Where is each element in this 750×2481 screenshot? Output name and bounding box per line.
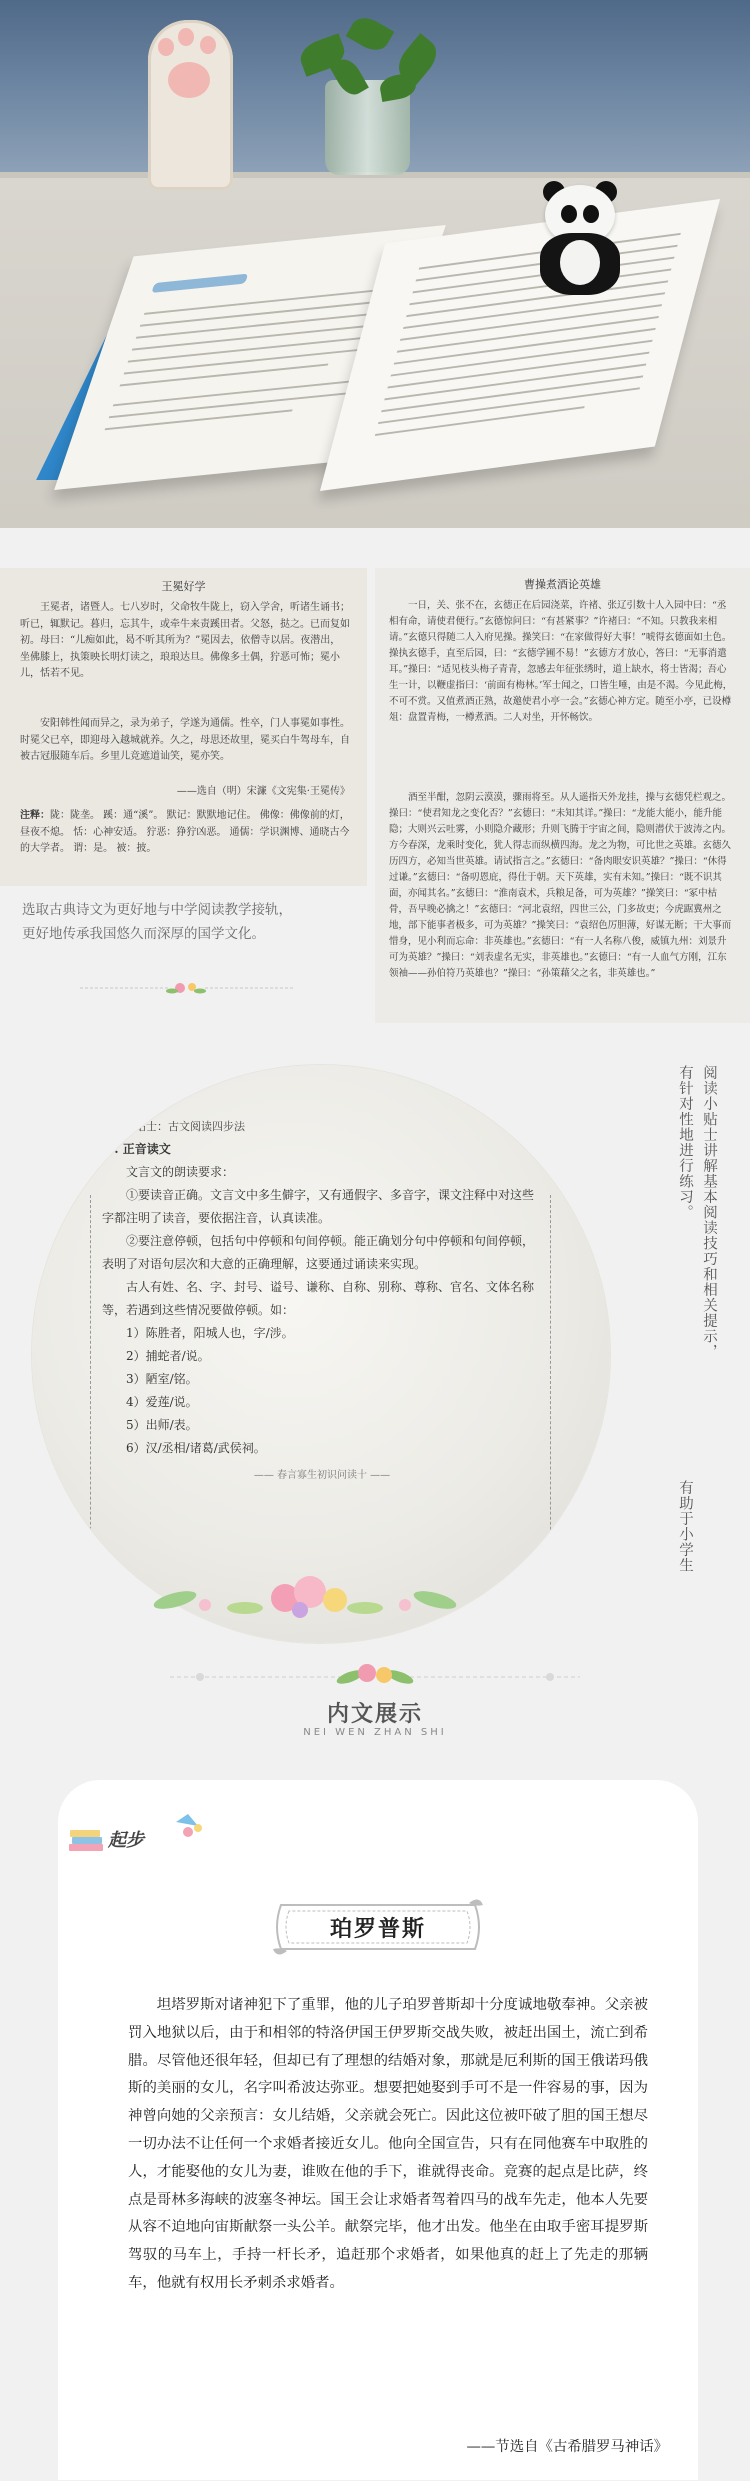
- story-source: ——节选自《古希腊罗马神话》: [466, 2439, 668, 2455]
- caption: [22, 898, 367, 946]
- caption-line-2: 更好地传承我国悠久而深厚的国学文化。: [22, 926, 265, 942]
- floral-divider-small: [80, 978, 295, 998]
- section-subtitle: NEI WEN ZHAN SHI: [303, 1727, 447, 1738]
- example-item: 4）爱莲/说。: [126, 1395, 198, 1409]
- sample-page-body-2: 安阳韩性闻而异之，录为弟子，学遂为通儒。性卒，门人事冕如事性。时冕父已卒，即迎母入越城就养。久之，母思还故里，冕买白牛驾母车，自被古冠服随车后。乡里儿竞遮道讪笑，冕亦笑。: [20, 718, 350, 762]
- reading-tip-intro: 文言文的朗读要求：: [126, 1165, 235, 1179]
- hero-photo: [0, 0, 750, 528]
- example-item: 1）陈胜者，阳城人也，字/涉。: [126, 1326, 294, 1340]
- sample-page-body-2: 酒至半酣，忽阴云漠漠，骤雨将至。从人遥指天外龙挂，操与玄德凭栏观之。操曰：“使君知龙之变化否？”玄德曰：“未知其详。”操曰：“龙能大能小，能升能隐；大则兴云吐雾，小则隐介藏形；升则飞腾于宇宙之间，隐则潜伏于波涛之内。方今春深，龙乘时变化，犹人得志而纵横四海。龙之为物，可比世之英雄。玄德久历四方，必知当世英雄。请试指言之。”玄德曰：“备肉眼安识英雄？”操曰：“休得过谦。”玄德曰：“备叨恩庇，得仕于朝。天下英雄，实有未知。”操曰：“既不识其面，亦闻其名。”玄德曰：“淮南袁术，兵粮足备，可为英雄？”操笑曰：“冢中枯骨，吾早晚必擒之！”玄德曰：“河北袁绍，四世三公，门多故吏；今虎踞冀州之地，部下能事者极多，可为英雄？”操笑曰：“袁绍色厉胆薄，好谋无断；干大事而惜身，见小利而忘命：非英雄也。”玄德曰：“有一人名称八俊，威镇九州：刘景升可为英雄？”操曰：“刘表虚名无实，非英雄也。”玄德曰：“有一人血气方刚，江东领袖——孙伯符乃英雄也？”操曰：“孙策藉父之名，非英雄也。”: [389, 792, 732, 979]
- reading-tip-point-3: 古人有姓、名、字、封号、谥号、谦称、自称、别称、尊称、官名、文体名称等，若遇到这些情况要做停顿。如：: [102, 1280, 535, 1317]
- reading-tip-step: 1. 正音读文: [106, 1142, 171, 1156]
- section-title: 内文展示: [326, 1702, 423, 1727]
- example-item: 3）陋室/铭。: [126, 1372, 198, 1386]
- reading-tip-content: [102, 1115, 542, 1487]
- sample-page-body: 一日，关、张不在，玄德正在后园浇菜，许褚、张辽引数十人入园中曰：“丞相有命，请使君便行。”玄德惊问曰：“有甚紧事？”许褚曰：“不知。只教我来相请。”玄德只得随二人入府见操。操笑曰：“在家做得好大事！”唬得玄德面如土色。操执玄德手，直至后园，曰：“玄德学圃不易！”玄德方才放心，答曰：“无事消遣耳。”操曰：“适见枝头梅子青青，忽感去年征张绣时，道上缺水，将士皆渴；吾心生一计，以鞭虚指曰：‘前面有梅林。’军士闻之，口皆生唾，由是不渴。今见此梅，不可不赏。又值煮酒正熟，故邀使君小亭一会。”玄德心神方定。随至小亭，已设樽俎：盘置青梅，一樽煮酒。二人对坐，开怀畅饮。: [389, 600, 733, 723]
- example-item: 5）出师/表。: [126, 1418, 198, 1432]
- sample-page-wang-mian: [0, 568, 367, 886]
- side-note-column-3: 有助于小学生: [677, 1480, 693, 1573]
- sample-page-source: ——选自（明）宋濂《文宪集·王冕传》: [176, 786, 350, 797]
- reading-tip-photo: [32, 1065, 610, 1643]
- notes-label: 注释：: [20, 810, 50, 821]
- page-rule-right: [550, 1195, 553, 1575]
- flower-wreath: [135, 1560, 475, 1630]
- example-item: 6）汉/丞相/诸葛/武侯祠。: [126, 1441, 266, 1455]
- series-logo-text: 起步: [108, 1830, 144, 1851]
- story-paragraph: 坦塔罗斯对诸神犯下了重罪，他的儿子珀罗普斯却十分度诚地敬奉神。父亲被罚入地狱以后，由于和相邻的特洛伊国王伊罗斯交战失败，被赶出国土，流亡到希腊。尽管他还很年轻，但却已有了理想的结婚对象，那就是厄利斯的国王俄诺玛俄斯的美丽的女儿，名字叫希波达弥亚。想要把她娶到手可不是一件容易的事，因为神曾向她的父亲预言：女儿结婚，父亲就会死亡。因此这位被吓破了胆的国王想尽一切办法不让任何一个求婚者接近女儿。他向全国宣告，只有在同他赛车中取胜的人，才能娶他的女儿为妻，谁败在他的手下，谁就得丧命。竞赛的起点是比萨，终点是哥林多海峡的波塞冬神坛。国王会让求婚者驾着四马的战车先走，他本人先要从容不迫地向宙斯献祭一头公羊。献祭完毕，他才出发。他坐在由取手密耳提罗斯驾驭的马车上，手持一杆长矛，追赶那个求婚者，如果他真的赶上了先走的那辆车，他就有权用长矛刺杀求婚者。: [128, 1997, 648, 2291]
- story-title: 珀罗普斯: [329, 1916, 426, 1942]
- example-item: 2）捕蛇者/说。: [126, 1349, 210, 1363]
- reading-tip-header: 阅读小贴士：古文阅读四步法: [102, 1120, 245, 1133]
- sample-page-cao-cao: [375, 568, 750, 1023]
- story-card: [58, 1780, 698, 2480]
- reading-tip-point-1: ①要读音正确。文言文中多生僻字，又有通假字、多音字，课文注释中对这些字都注明了读音，要依据注音，认真读准。: [102, 1188, 535, 1225]
- sample-page-title: 曹操煮酒论英雄: [524, 578, 601, 591]
- sample-page-notes: [20, 808, 350, 858]
- notes-text: 陇：陇垄。 蹊：通“溪”。 默记：默默地记住。 佛像：佛像前的灯，昼夜不熄。 恬：心神安适。 狞恶：狰狞凶恶。 通儒：学识渊博、通晓古今的大学者。 谓：是。 被：披。: [20, 810, 350, 854]
- story-body: [128, 1992, 648, 2298]
- section-header-ornament: [170, 1655, 580, 1695]
- panda-toy: [535, 185, 625, 295]
- side-note-column-1: 阅读小贴士讲解基本阅读技巧和相关提示，: [701, 1065, 717, 1360]
- side-note-column-2: 有针对性地进行练习。: [677, 1065, 693, 1220]
- reading-tip-footer: —— 春言寡生初识问读十 ——: [253, 1470, 391, 1481]
- sample-page-body: 王冕者，诸暨人。七八岁时，父命牧牛陇上，窃入学舍，听诸生诵书；听已，辄默记。暮归，忘其牛，或牵牛来责蹊田者。父怒，挞之。已而复如初。母曰：“儿痴如此，曷不听其所为？”冕因去，依僧寺以居。夜潜出，坐佛膝上，执策映长明灯读之，琅琅达旦。佛像多土偶，狞恶可怖；冕小儿，恬若不见。: [20, 602, 350, 679]
- sample-page-title: 王冕好学: [161, 580, 206, 593]
- reading-tip-point-2: ②要注意停顿，包括句中停顿和句间停顿。能正确划分句中停顿和句间停顿，表明了对语句层次和大意的正确理解，这要通过诵读来实现。: [102, 1234, 535, 1271]
- reading-tip-examples: [102, 1322, 542, 1460]
- series-logo: [66, 1808, 216, 1858]
- cat-paw-figurine: [148, 20, 233, 190]
- page-rule-left: [90, 1195, 93, 1575]
- caption-line-1: 选取古典诗文为更好地与中学阅读教学接轨，: [22, 902, 292, 918]
